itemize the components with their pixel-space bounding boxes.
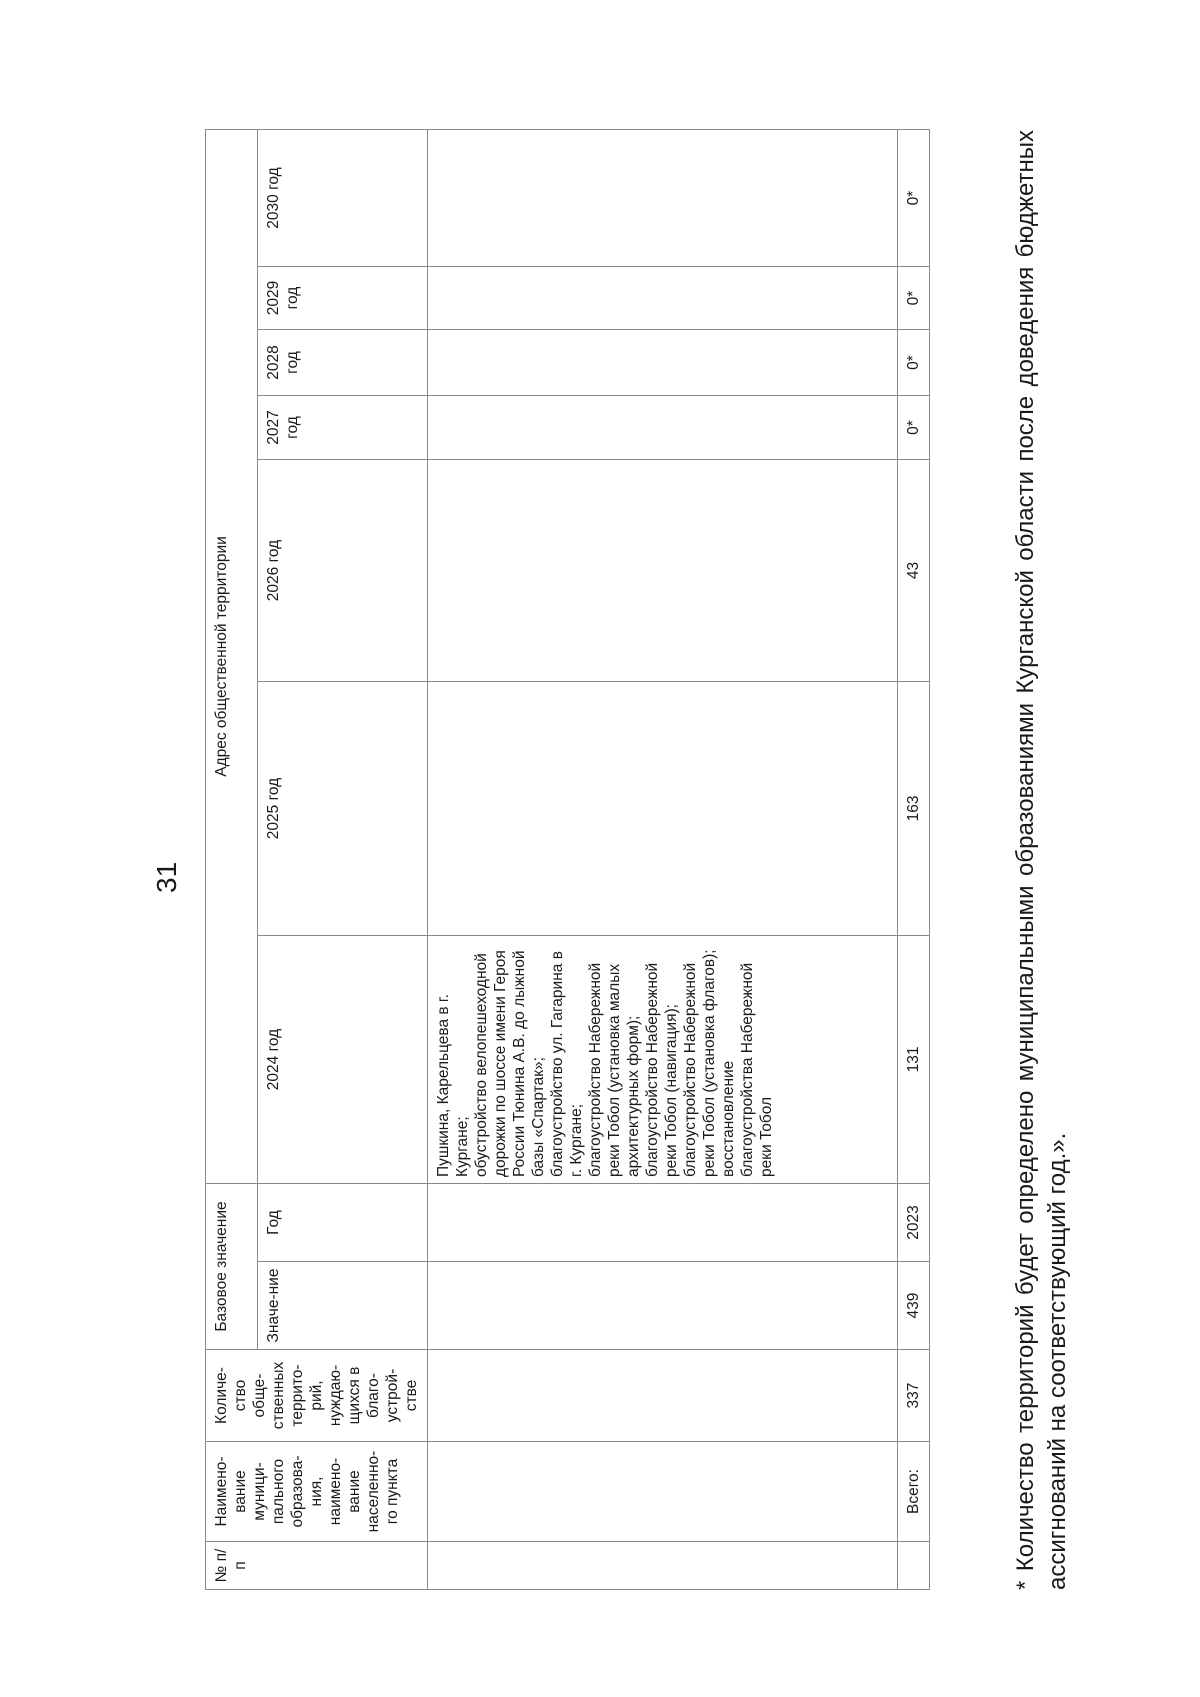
total-value: 439 <box>898 1262 930 1350</box>
header-year-2025: 2025 год <box>258 681 428 935</box>
total-label: Всего: <box>898 1442 930 1542</box>
table-row <box>428 129 898 1589</box>
cell-2025 <box>428 681 898 935</box>
header-year-2029: 2029 год <box>258 266 428 329</box>
cell-num <box>428 1542 898 1590</box>
cell-2030 <box>428 129 898 266</box>
total-2026: 43 <box>898 459 930 681</box>
cell-municipality <box>428 1442 898 1542</box>
header-base-value: Базовое значение <box>206 1183 258 1349</box>
header-year-2024: 2024 год <box>258 935 428 1183</box>
cell-2029 <box>428 266 898 329</box>
cell-2028 <box>428 329 898 395</box>
total-year: 2023 <box>898 1183 930 1261</box>
header-municipality: Наимено-вание муници-пального образова-ния, наимено-вание населенно-го пункта <box>206 1442 428 1542</box>
total-2027: 0* <box>898 395 930 459</box>
cell-2024-address: Пушкина, Карельцева в г. Кургане; обустройство велопешеходной дорожки по шоссе имени Героя России Тюнина А.В. до лыжной базы «Спартак»; благоустройство ул. Гагарина в г. Кургане; благоустройство Набережной реки Тобол (установка малых архитектурных форм); благоустройство Набережной реки Тобол (навигация); благоустройство Набережной реки Тобол (установка флагов); восстановление благоустройства Набережной реки Тобол <box>428 935 898 1183</box>
territories-table <box>205 129 930 1590</box>
rotated-content <box>0 130 1071 1590</box>
header-num: № п/п <box>206 1542 428 1590</box>
page-number: 31 <box>151 861 182 893</box>
total-count: 337 <box>898 1350 930 1442</box>
total-row <box>898 129 930 1589</box>
header-base-value-value: Значе-ние <box>258 1262 428 1350</box>
header-count: Количе-ство обще-ственных террито-рий, нуждаю-щихся в благо-устрой-стве <box>206 1350 428 1442</box>
cell-2026 <box>428 459 898 681</box>
total-2024: 131 <box>898 935 930 1183</box>
header-year-2027: 2027 год <box>258 395 428 459</box>
total-2028: 0* <box>898 329 930 395</box>
cell-count <box>428 1350 898 1442</box>
cell-value <box>428 1262 898 1350</box>
total-2030: 0* <box>898 129 930 266</box>
cell-year <box>428 1183 898 1261</box>
header-year-2030: 2030 год <box>258 129 428 266</box>
total-2029: 0* <box>898 266 930 329</box>
header-base-value-year: Год <box>258 1183 428 1261</box>
header-year-2026: 2026 год <box>258 459 428 681</box>
footnote: * Количество территорий будет определено муниципальными образованиями Курганской области после доведения бюджетных ассигнований на соответствующий год.». <box>1012 130 1071 1590</box>
total-empty-cell <box>898 1542 930 1590</box>
cell-2027 <box>428 395 898 459</box>
total-2025: 163 <box>898 681 930 935</box>
header-row-1 <box>206 129 258 1589</box>
header-address: Адрес общественной территории <box>206 129 258 1183</box>
header-year-2028: 2028 год <box>258 329 428 395</box>
